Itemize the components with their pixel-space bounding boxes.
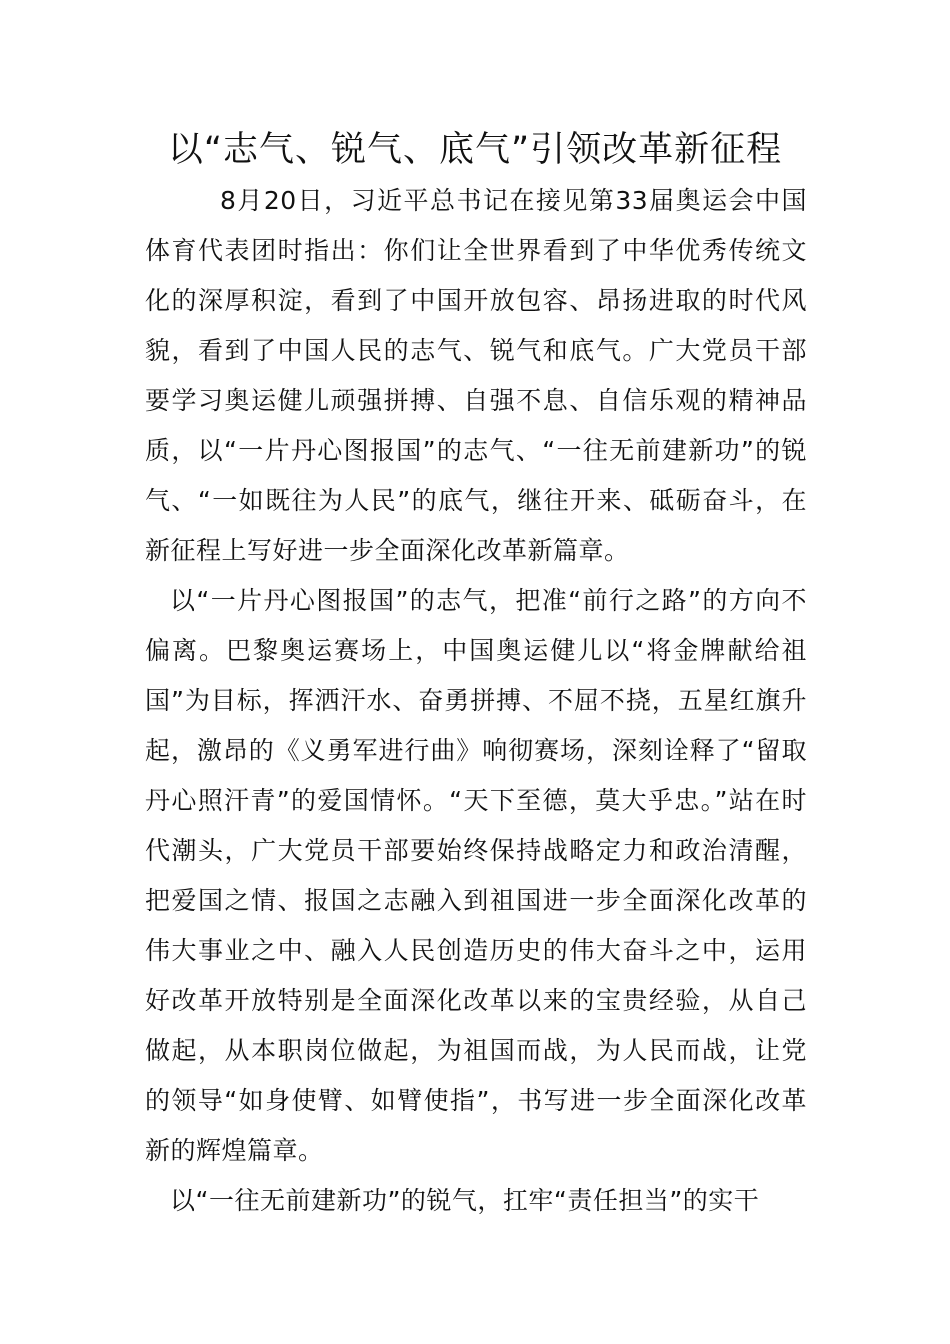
document-title: 以“志气、锐气、底气”引领改革新征程 <box>167 130 783 170</box>
paragraph-1: 8月20日，习近平总书记在接见第33届奥运会中国体育代表团时指出：你们让全世界看到了中华优秀传统文化的深厚积淀，看到了中国开放包容、昂扬进取的时代风貌，看到了中国人民的志气、锐气和底气。广大党员干部要学习奥运健儿顽强拼搏、自强不息、自信乐观的精神品质，以“一片丹心图报国”的志气、“一往无前建新功”的锐气、“一如既往为人民”的底气，继往开来、砥砺奋斗，在新征程上写好进一步全面深化改革新篇章。 <box>145 186 807 565</box>
paragraph-2: 以“一片丹心图报国”的志气，把准“前行之路”的方向不偏离。巴黎奥运赛场上，中国奥运健儿以“将金牌献给祖国”为目标，挥洒汗水、奋勇拼搏、不屈不挠，五星红旗升起，激昂的《义勇军进行曲》响彻赛场，深刻诠释了“留取丹心照汗青”的爱国情怀。“天下至德，莫大乎忠。”站在时代潮头，广大党员干部要始终保持战略定力和政治清醒，把爱国之情、报国之志融入到祖国进一步全面深化改革的伟大事业之中、融入人民创造历史的伟大奋斗之中，运用好改革开放特别是全面深化改革以来的宝贵经验，从自己做起，从本职岗位做起，为祖国而战，为人民而战，让党的领导“如身使臂、如臂使指”，书写进一步全面深化改革新的辉煌篇章。 <box>145 586 807 1165</box>
paragraph-3: 以“一往无前建新功”的锐气，扛牢“责任担当”的实干 <box>170 1186 760 1215</box>
document-body <box>145 176 807 1226</box>
